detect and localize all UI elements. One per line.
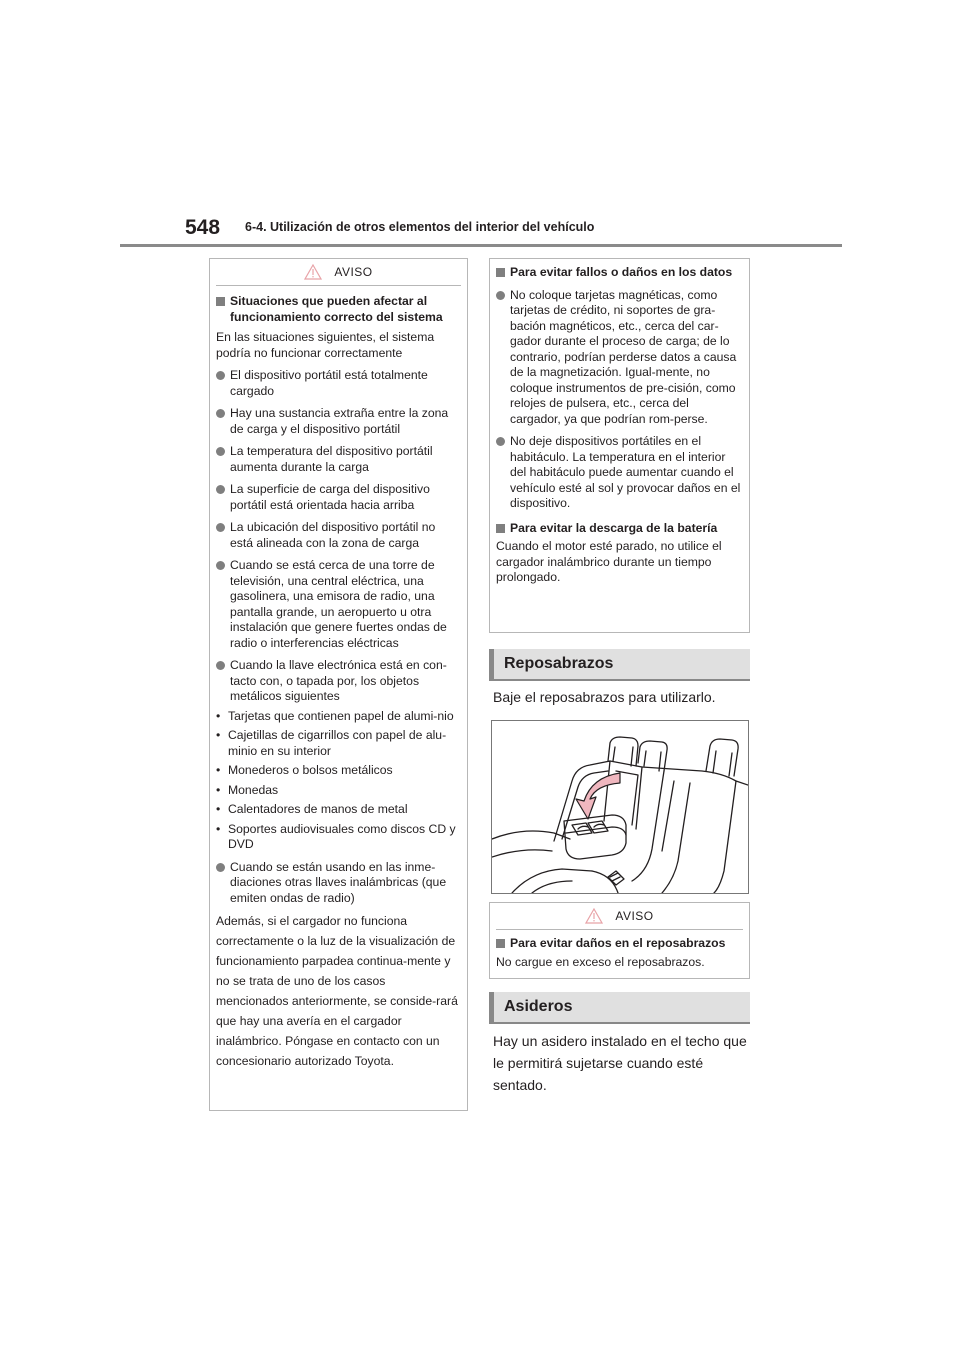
warning-triangle-icon: [585, 908, 603, 924]
list-item: Cuando se están usando en las inme-diaciones otras llaves inalámbricas (que emiten ondas de radio): [216, 860, 461, 907]
chapter-title: 6-4. Utilización de otros elementos del interior del vehículo: [245, 220, 595, 234]
list-item: Cuando se está cerca de una torre de televisión, una central eléctrica, una gasolinera, una emisora de radio, una pantalla grande, un aeropuerto u otra instalación que genere fuertes ondas de radio o interferencias eléctricas: [216, 558, 461, 651]
list-item: La ubicación del dispositivo portátil no está alineada con la zona de carga: [216, 520, 461, 551]
list-item: La superficie de carga del dispositivo portátil está orientada hacia arriba: [216, 482, 461, 513]
sub-list-item: • Soportes audiovisuales como discos CD y DVD: [216, 822, 461, 853]
sub-list-item: • Cajetillas de cigarrillos con papel de alu-minio en su interior: [216, 728, 461, 759]
list-item: No coloque tarjetas magnéticas, como tarjetas de crédito, ni soportes de gra-bación magnéticos, etc., cerca del car-gador durante el proceso de carga; de lo contrario, podrían perderse datos a causa de la magnetización. Igual-mente, no coloque instrumentos de pre-cisión, como relojes de pulsera, etc., cerca del cargador, ya que podrían rom-perse.: [496, 288, 743, 428]
warning-header: [210, 259, 467, 285]
sub-list-item: • Monedas: [216, 783, 461, 799]
armrest-warning-heading: Para evitar daños en el reposabrazos: [496, 936, 743, 952]
warning-box-armrest: [489, 902, 750, 979]
page-number: 548: [185, 216, 221, 239]
warning-label: AVISO: [334, 265, 373, 279]
warning-box-right: [489, 258, 750, 633]
warning-box-left: [209, 258, 468, 1111]
section-title-asideros: Asideros: [489, 992, 750, 1024]
warning-label: AVISO: [615, 909, 654, 923]
warning-heading-battery: Para evitar la descarga de la batería: [496, 521, 743, 537]
warning-header: [490, 903, 749, 929]
warning-closing: Además, si el cargador no funciona correctamente o la luz de la visualización de funcionamiento parpadea continua-mente y no se trata de uno de los casos mencionados anteriormente, se conside-rará que hay una avería en el cargador inalámbrico. Póngase en contacto con un concesionario autorizado Toyota.: [216, 914, 458, 1068]
warning-heading: Situaciones que pueden afectar al funcionamiento correcto del sistema: [216, 294, 461, 325]
warning-triangle-icon: [304, 264, 322, 280]
rear-seat-armrest-drawing: [492, 721, 748, 893]
reposabrazos-text: Baje el reposabrazos para utilizarlo.: [493, 689, 716, 705]
sub-list-item: • Calentadores de manos de metal: [216, 802, 461, 818]
list-item: No deje dispositivos portátiles en el habitáculo. La temperatura en el interior del habitáculo puede aumentar cuando el vehículo esté al sol y provocar daños en el dispositivo.: [496, 434, 743, 512]
sub-list-item: • Tarjetas que contienen papel de alumi-nio: [216, 709, 461, 725]
warning-intro: En las situaciones siguientes, el sistema podría no funcionar correctamente: [216, 330, 435, 360]
list-item: Cuando la llave electrónica está en con-tacto con, o tapada por, los objetos metálicos siguientes: [216, 658, 461, 705]
asideros-text: Hay un asidero instalado en el techo que le permitirá sujetarse cuando esté sentado.: [493, 1033, 747, 1093]
list-item: Hay una sustancia extraña entre la zona de carga y el dispositivo portátil: [216, 406, 461, 437]
warning-heading-data: Para evitar fallos o daños en los datos: [496, 265, 743, 281]
header-rule: [120, 244, 842, 247]
list-item: El dispositivo portátil está totalmente cargado: [216, 368, 461, 399]
armrest-illustration: [491, 720, 749, 894]
warning-battery-text: Cuando el motor esté parado, no utilice el cargador inalámbrico durante un tiempo prolongado.: [496, 539, 722, 584]
section-title-reposabrazos: Reposabrazos: [489, 649, 750, 681]
sub-list-item: • Monederos o bolsos metálicos: [216, 763, 461, 779]
armrest-warning-text: No cargue en exceso el reposabrazos.: [496, 954, 705, 969]
list-item: La temperatura del dispositivo portátil aumenta durante la carga: [216, 444, 461, 475]
warning-divider: [496, 929, 743, 930]
